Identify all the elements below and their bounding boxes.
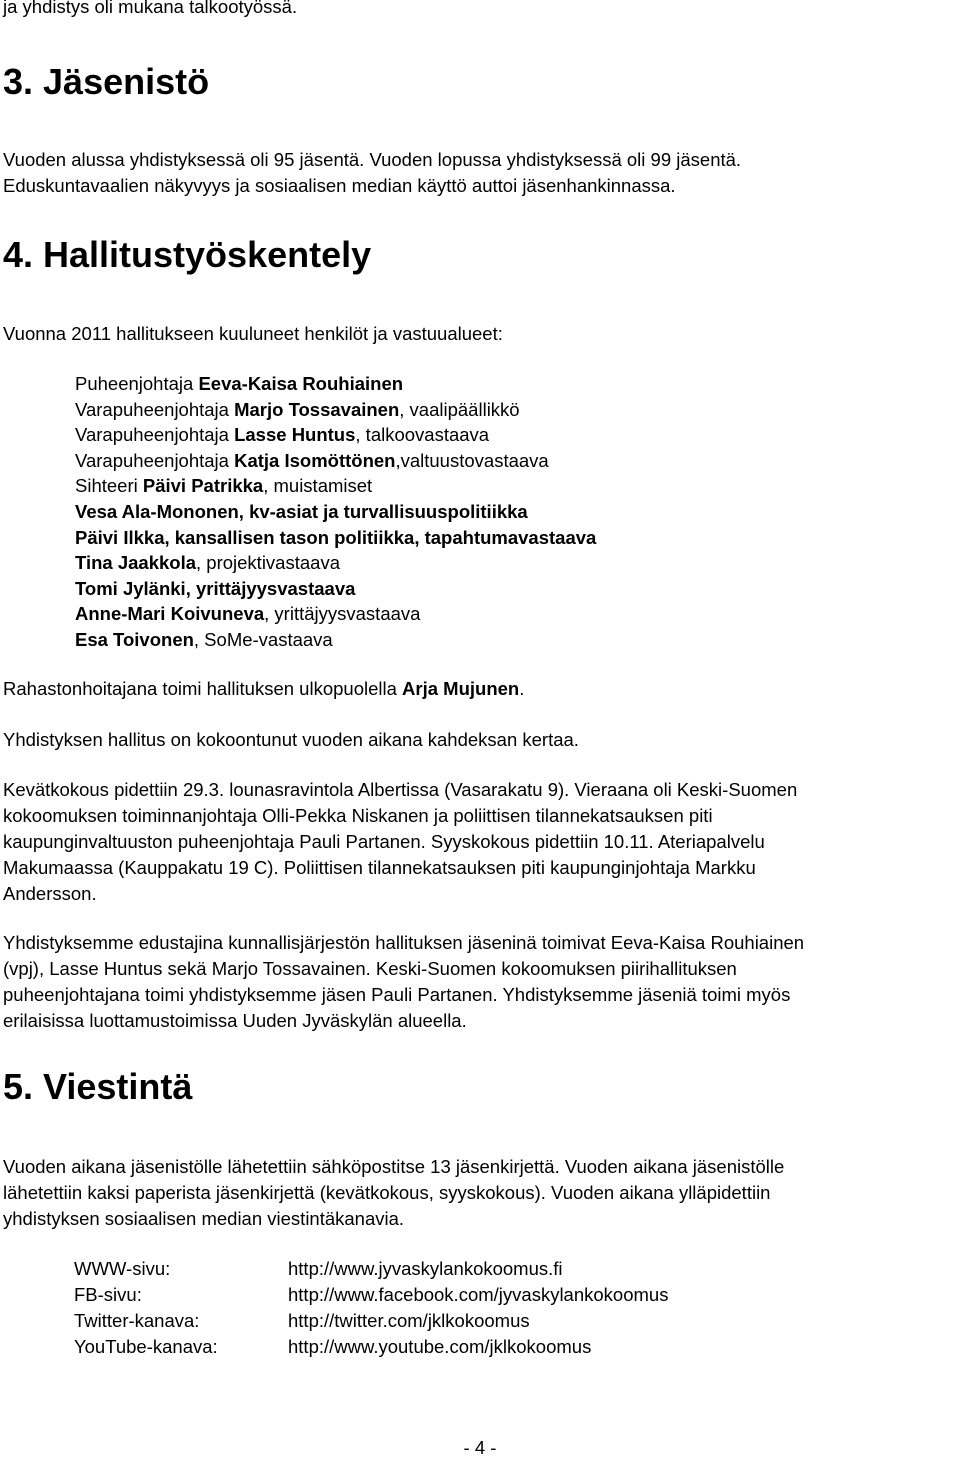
text-line: lähetettiin kaksi paperista jäsenkirjettä (kevätkokous, syyskokous). Vuoden aikana ylläpidettiin	[3, 1182, 771, 1203]
channel-urls	[288, 1256, 668, 1360]
board-member	[75, 627, 596, 653]
board-member	[75, 397, 596, 423]
text-line: Yhdistyksemme edustajina kunnallisjärjestön hallituksen jäseninä toimivat Eeva-Kaisa Rouhiainen	[3, 932, 805, 953]
board-duty: , talkoovastaava	[355, 424, 490, 446]
top-fragment: ja yhdistys oli mukana talkootyössä.	[3, 0, 298, 17]
channel-url[interactable]: http://www.facebook.com/jyvaskylankokoomus	[288, 1284, 669, 1305]
board-role: Varapuheenjohtaja	[75, 398, 235, 420]
board-duty: , muistamiset	[263, 475, 373, 497]
text-line: (vpj), Lasse Huntus sekä Marjo Tossavainen. Keski-Suomen kokoomuksen piirihallituksen	[3, 958, 737, 979]
board-duty: , SoMe-vastaava	[193, 628, 333, 650]
board-duty: , projektivastaava	[196, 552, 340, 574]
treasurer-line	[3, 676, 524, 702]
section-5-heading: 5. Viestintä	[3, 1066, 193, 1107]
channel-label: WWW-sivu:	[74, 1258, 171, 1279]
channel-label: FB-sivu:	[74, 1284, 142, 1305]
board-member	[75, 422, 596, 448]
text-line: Andersson.	[3, 883, 97, 904]
text-line: Makumaassa (Kauppakatu 19 C). Poliittisen tilannekatsauksen piti kaupunginjohtaja Markku	[3, 857, 756, 878]
board-name: Vesa Ala-Mononen, kv-asiat ja turvallisuuspolitiikka	[75, 500, 528, 522]
board-member	[75, 525, 596, 551]
text-line: Eduskuntavaalien näkyvyys ja sosiaalisen median käyttö auttoi jäsenhankinnassa.	[3, 175, 676, 196]
channel-url[interactable]: http://twitter.com/jklkokoomus	[288, 1310, 530, 1331]
board-name: Tomi Jylänki, yrittäjyysvastaava	[75, 577, 356, 599]
board-role: Sihteeri	[75, 475, 143, 497]
board-name: Katja Isomöttönen	[234, 449, 396, 471]
text-line: yhdistyksen sosiaalisen median viestintäkanavia.	[3, 1208, 405, 1229]
meetings-line: Yhdistyksen hallitus on kokoontunut vuoden aikana kahdeksan kertaa.	[3, 729, 579, 750]
board-name: Eeva-Kaisa Rouhiainen	[198, 373, 404, 394]
board-member	[75, 448, 596, 474]
text-line: erilaisissa luottamustoimissa Uuden Jyväskylän alueella.	[3, 1010, 467, 1031]
board-name: Päivi Ilkka, kansallisen tason politiikka, tapahtumavastaava	[75, 526, 597, 548]
treasurer-text: Rahastonhoitajana toimi hallituksen ulkopuolella	[3, 678, 403, 699]
text-line: kokoomuksen toiminnanjohtaja Olli-Pekka Niskanen ja poliittisen tilannekatsauksen piti	[3, 805, 713, 826]
channel-labels	[74, 1256, 218, 1360]
section-4-heading: 4. Hallitustyöskentely	[3, 234, 372, 275]
board-duty: ,valtuustovastaava	[395, 449, 549, 471]
board-member-list	[75, 371, 596, 653]
board-member	[75, 601, 596, 627]
text-line: kaupunginvaltuuston puheenjohtaja Pauli Partanen. Syyskokous pidettiin 10.11. Ateriapalvelu	[3, 831, 765, 852]
representatives-paragraph	[3, 930, 804, 1034]
page-number: - 4 -	[463, 1437, 497, 1458]
board-name: Päivi Patrikka	[142, 475, 264, 497]
board-member	[75, 371, 596, 397]
section-3-heading: 3. Jäsenistö	[3, 61, 210, 102]
section-3-body	[3, 147, 741, 199]
channel-url[interactable]: http://www.youtube.com/jklkokoomus	[288, 1336, 592, 1357]
text-line: Vuoden aikana jäsenistölle lähetettiin sähköpostitse 13 jäsenkirjettä. Vuoden aikana jäsenistölle	[3, 1156, 785, 1177]
board-member	[75, 499, 596, 525]
board-role: Puheenjohtaja	[75, 373, 199, 394]
treasurer-end: .	[519, 678, 525, 699]
text-line: puheenjohtajana toimi yhdistyksemme jäsen Pauli Partanen. Yhdistyksemme jäseniä toimi myös	[3, 984, 791, 1005]
board-name: Anne-Mari Koivuneva	[75, 603, 265, 625]
board-intro: Vuonna 2011 hallitukseen kuuluneet henkilöt ja vastuualueet:	[3, 323, 503, 344]
board-role: Varapuheenjohtaja	[75, 424, 235, 446]
board-duty: , yrittäjyysvastaava	[264, 603, 421, 625]
treasurer-name: Arja Mujunen	[402, 678, 520, 699]
board-member	[75, 550, 596, 576]
board-name: Tina Jaakkola	[75, 552, 197, 574]
board-duty: , vaalipäällikkö	[399, 398, 520, 420]
text-line: Vuoden alussa yhdistyksessä oli 95 jäsentä. Vuoden lopussa yhdistyksessä oli 99 jäsentä.	[3, 149, 742, 170]
section-5-body	[3, 1154, 784, 1232]
board-member	[75, 473, 596, 499]
board-name: Esa Toivonen	[75, 628, 194, 650]
channel-label: YouTube-kanava:	[74, 1336, 218, 1357]
meetings-paragraph	[3, 777, 797, 907]
board-role: Varapuheenjohtaja	[75, 449, 235, 471]
board-name: Lasse Huntus	[234, 424, 356, 446]
board-member	[75, 576, 596, 602]
channel-url[interactable]: http://www.jyvaskylankokoomus.fi	[288, 1258, 563, 1279]
board-name: Marjo Tossavainen	[234, 398, 400, 420]
channel-label: Twitter-kanava:	[74, 1310, 200, 1331]
text-line: Kevätkokous pidettiin 29.3. lounasravintola Albertissa (Vasarakatu 9). Vieraana oli Keski-Suomen	[3, 779, 798, 800]
